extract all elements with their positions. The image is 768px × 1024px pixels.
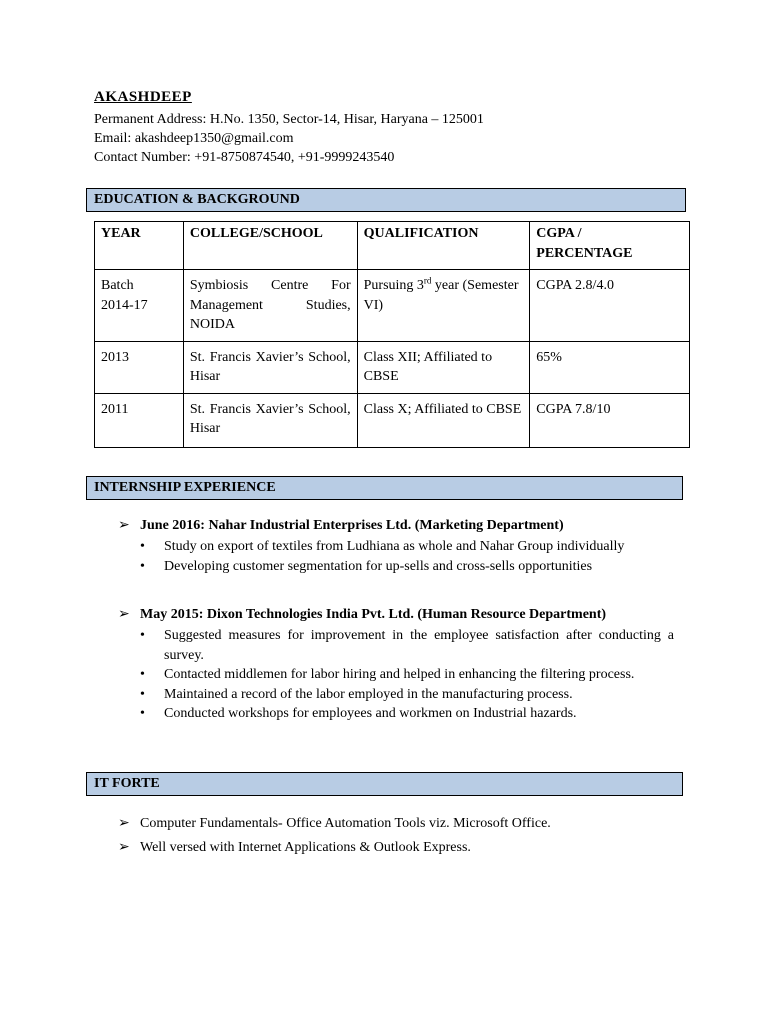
list-item: • Developing customer segmentation for up-sells and cross-sells opportunities [140, 557, 674, 577]
column-header-school: COLLEGE/SCHOOL [183, 222, 357, 270]
score-cell: CGPA 7.8/10 [530, 393, 690, 447]
it-skill: Well versed with Internet Applications & Outlook Express. [140, 840, 471, 855]
arrow-bullet-icon: ➢ [118, 607, 130, 622]
internship-title: June 2016: Nahar Industrial Enterprises Ltd. (Marketing Department) [140, 518, 564, 533]
internship-heading-1 [118, 517, 564, 534]
section-education-heading: EDUCATION & BACKGROUND [86, 188, 686, 212]
school-cell: St. Francis Xavier’s School, Hisar [183, 393, 357, 447]
internship-title: May 2015: Dixon Technologies India Pvt. Ltd. (Human Resource Department) [140, 607, 607, 622]
section-it-forte-heading: IT FORTE [86, 772, 683, 796]
arrow-bullet-icon: ➢ [118, 840, 130, 855]
list-item: • Contacted middlemen for labor hiring and helped in enhancing the filtering process. [140, 665, 674, 685]
school-cell: St. Francis Xavier’s School, Hisar [183, 341, 357, 393]
table-row [95, 341, 690, 393]
education-table [94, 221, 690, 448]
column-header-score-label: CGPA / PERCENTAGE [536, 226, 633, 261]
internship-bullets-1 [140, 537, 674, 576]
year-cell [95, 270, 184, 342]
arrow-bullet-icon: ➢ [118, 518, 130, 533]
table-row [95, 393, 690, 447]
list-item [118, 815, 551, 832]
contact-number: Contact Number: +91-8750874540, +91-9999243540 [94, 150, 395, 165]
list-item: • Study on export of textiles from Ludhiana as whole and Nahar Group individually [140, 537, 674, 557]
qualification-superscript: rd [423, 275, 432, 286]
qualification-cell: Class XII; Affiliated to CBSE [357, 341, 530, 393]
candidate-name: AKASHDEEP [94, 89, 192, 105]
list-item: • Suggested measures for improvement in the employee satisfaction after conducting a survey. [140, 626, 674, 665]
qualification-text-b: year (Semester VI) [363, 278, 519, 313]
list-item: • Maintained a record of the labor employed in the manufacturing process. [140, 685, 674, 705]
column-header-year: YEAR [95, 222, 184, 270]
school-cell: Symbiosis Centre For Management Studies, NOIDA [183, 270, 357, 342]
internship-heading-2 [118, 606, 606, 623]
qualification-cell: Class X; Affiliated to CBSE [357, 393, 530, 447]
table-row [95, 270, 690, 342]
year-cell: 2011 [95, 393, 184, 447]
score-cell: CGPA 2.8/4.0 [530, 270, 690, 342]
email-line: Email: akashdeep1350@gmail.com [94, 131, 294, 146]
section-internship-heading: INTERNSHIP EXPERIENCE [86, 476, 683, 500]
year-cell: 2013 [95, 341, 184, 393]
permanent-address: Permanent Address: H.No. 1350, Sector-14, Hisar, Haryana – 125001 [94, 112, 484, 127]
qualification-cell [357, 270, 530, 342]
list-item: • Conducted workshops for employees and workmen on Industrial hazards. [140, 704, 674, 724]
it-skill: Computer Fundamentals- Office Automation Tools viz. Microsoft Office. [140, 816, 551, 831]
score-cell: 65% [530, 341, 690, 393]
list-item [118, 839, 471, 856]
column-header-score [530, 222, 690, 270]
table-header-row [95, 222, 690, 270]
column-header-qualification: QUALIFICATION [357, 222, 530, 270]
internship-bullets-2 [140, 626, 674, 724]
qualification-text-a: Pursuing 3 [363, 278, 424, 293]
year-value: Batch 2014-17 [101, 278, 148, 313]
arrow-bullet-icon: ➢ [118, 816, 130, 831]
